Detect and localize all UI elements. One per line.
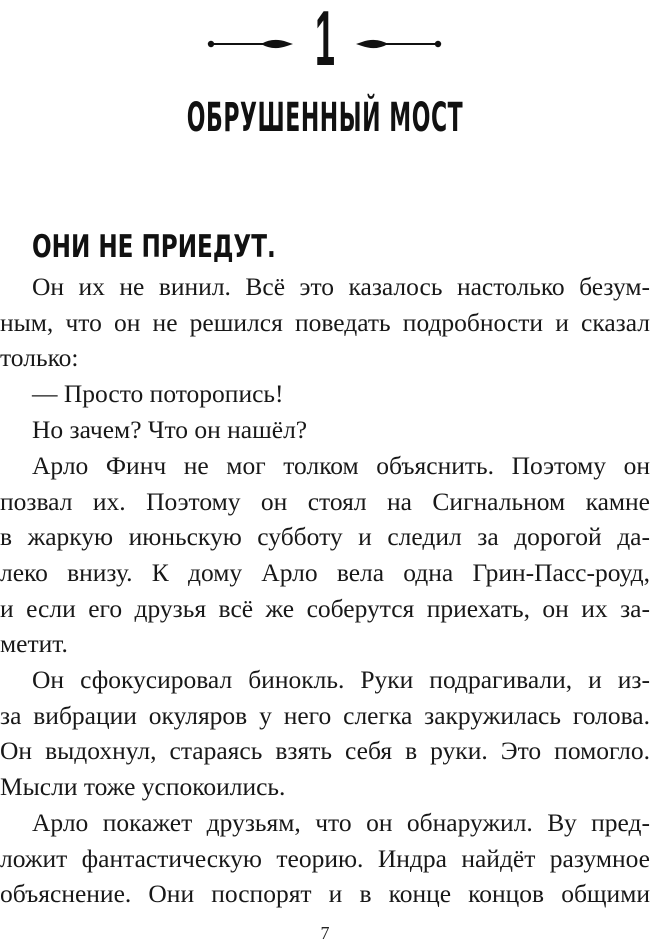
text-line: метит. [0,629,68,658]
text-line: Но зачем? Что он нашёл? [32,415,308,444]
text-line: и если его друзья всё же соберутся приехать, он их за- [0,594,650,623]
lead-sentence: ОНИ НЕ ПРИЕДУТ. [32,229,276,265]
text-line: — Просто поторопись! [32,379,284,408]
text-line: Он выдохнул, стараясь взять себя в руки. Это помогло. [0,736,650,765]
text-line: объяснение. Они поспорят и в конце концов общими [0,879,650,908]
text-line: Он их не винил. Всё это казалось настолько безум- [32,272,650,301]
text-line: только: [0,343,79,372]
text-line: Арло покажет друзьям, что он обнаружил. Ву пред- [32,808,650,837]
text-line: Мысли тоже успокоились. [0,772,286,801]
chapter-header [0,0,650,150]
chapter-title: ОБРУШЕННЫЙ МОСТ [186,95,464,141]
text-line: за вибрации окуляров у него слегка закружилась голова. [0,701,650,730]
text-line: ным, что он не решился поведать подробности и сказал [0,308,650,337]
right-flourish-ornament [354,36,442,52]
text-line: позвал их. Поэтому он стоял на Сигнальном камне [0,487,650,516]
text-line: в жаркую июньскую субботу и следил за дорогой да- [0,522,650,551]
page-number: 7 [320,923,330,943]
text-line: ложит фантастическую теорию. Индра найдёт разумное [0,844,650,873]
text-line: Арло Финч не мог толком объяснить. Поэтому он [32,451,650,480]
text-line: леко внизу. К дому Арло вела одна Грин-Пасс-роуд, [0,558,650,587]
chapter-number: 1 [315,0,335,82]
text-line: Он сфокусировал бинокль. Руки подрагивали, и из- [32,665,650,694]
